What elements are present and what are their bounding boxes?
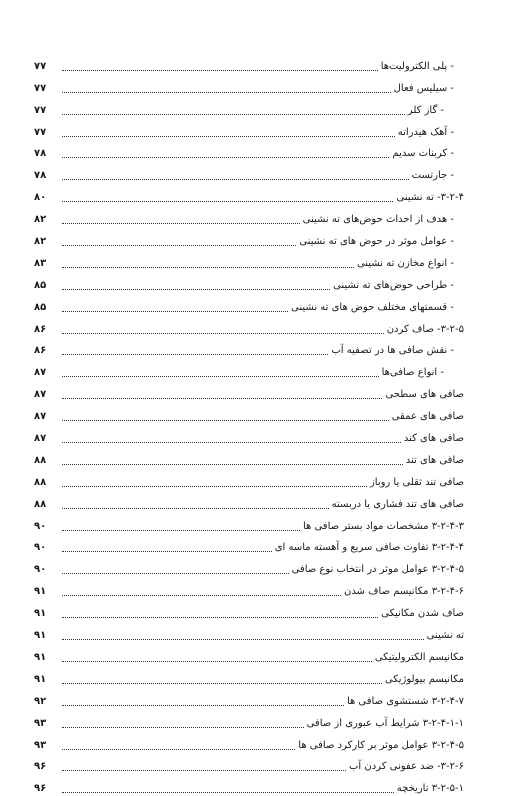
toc-entry-label: ۳-۲-۵- صاف کردن: [386, 323, 464, 335]
leader-dots: [62, 398, 382, 399]
toc-entry: [34, 424, 464, 446]
toc-page-number: ۸۷: [34, 389, 47, 401]
leader-dots: [62, 617, 378, 618]
toc-entry: [34, 380, 464, 402]
toc-page-number: ۸۸: [34, 498, 47, 510]
leader-dots: [62, 157, 389, 158]
toc-entry: [34, 315, 464, 337]
toc-page-number: ۷۷: [34, 126, 47, 138]
toc-page-number: ۹۱: [34, 586, 47, 598]
toc-page-number: ۹۳: [34, 739, 47, 751]
toc-entry: [34, 490, 464, 512]
leader-dots: [62, 179, 409, 180]
leader-dots: [62, 464, 403, 465]
toc-page-number: ۹۰: [34, 564, 47, 576]
toc-entry-label: ۳-۲-۴-۶ مکانیسم صاف شدن: [343, 586, 464, 598]
leader-dots: [62, 792, 394, 793]
leader-dots: [62, 595, 341, 596]
leader-dots: [62, 114, 405, 115]
toc-page-number: ۸۷: [34, 433, 47, 445]
toc-entry-label: مکانیسم الکترولیتیکی: [374, 651, 464, 663]
toc-page-number: ۸۶: [34, 345, 47, 357]
leader-dots: [62, 311, 288, 312]
toc-entry-label: - پلی الکترولیت‌ها: [380, 60, 454, 72]
toc-entry: [34, 512, 464, 534]
toc-entry-label: ۳-۲-۴-۵ عوامل موثر در انتخاب نوع صافی: [291, 564, 464, 576]
leader-dots: [62, 573, 289, 574]
leader-dots: [62, 245, 296, 246]
toc-entry: [34, 337, 464, 359]
toc-entry: [34, 96, 464, 118]
toc-entry: [34, 118, 464, 140]
toc-entry: [34, 402, 464, 424]
toc-entry-label: - جارتست: [411, 170, 454, 182]
toc-entry: [34, 293, 464, 315]
toc-entry: [34, 74, 464, 96]
toc-entry: [34, 534, 464, 556]
toc-entry-label: ۳-۲-۴-۴ تفاوت صافی سریع و آهسته ماسه ای: [274, 542, 464, 554]
toc-page-number: ۹۱: [34, 630, 47, 642]
toc-entry-label: مکانیسم بیولوژیکی: [384, 673, 464, 685]
toc-entry-label: - آهک هیدراته: [397, 126, 454, 138]
table-of-contents: [34, 52, 464, 796]
leader-dots: [62, 201, 393, 202]
toc-entry-label: ۳-۲-۴- ته نشینی: [396, 192, 464, 204]
leader-dots: [62, 749, 295, 750]
toc-entry: [34, 140, 464, 162]
leader-dots: [62, 136, 395, 137]
toc-entry-label: - گاز کلر: [407, 104, 444, 116]
toc-page-number: ۹۱: [34, 651, 47, 663]
toc-entry-label: - عوامل موثر در حوض های ته نشینی: [299, 236, 454, 248]
leader-dots: [62, 354, 328, 355]
toc-entry-label: ۳-۲-۵-۱ تاریخچه: [396, 783, 464, 795]
toc-page-number: ۸۸: [34, 476, 47, 488]
toc-entry-label: ۳-۲-۴-۱-۱ شرایط آب عبوری از صافی: [306, 717, 464, 729]
toc-page-number: ۹۰: [34, 542, 47, 554]
toc-entry-label: - انواع صافی‌ها: [381, 367, 444, 379]
toc-entry: [34, 643, 464, 665]
leader-dots: [62, 770, 346, 771]
toc-entry-label: صاف شدن مکانیکی: [381, 608, 464, 620]
toc-entry: [34, 665, 464, 687]
toc-entry-label: ۳-۲-۴-۳ مشخصات مواد بستر صافی ها: [302, 520, 464, 532]
toc-page-number: ۸۵: [34, 279, 47, 291]
toc-entry: [34, 687, 464, 709]
toc-page-number: ۸۲: [34, 236, 47, 248]
toc-entry: [34, 731, 464, 753]
toc-entry-label: صافی های عمقی: [391, 411, 464, 423]
toc-page-number: ۷۷: [34, 82, 47, 94]
toc-entry: [34, 227, 464, 249]
toc-entry-label: صافی های تند: [405, 454, 464, 466]
toc-entry: [34, 774, 464, 796]
toc-page-number: ۹۶: [34, 783, 47, 795]
toc-page-number: ۹۰: [34, 520, 47, 532]
toc-page-number: ۷۷: [34, 60, 47, 72]
toc-entry-label: صافی های سطحی: [385, 389, 464, 401]
toc-entry-label: - نقش صافی ها در تصفیه آب: [331, 345, 454, 357]
toc-page-number: ۸۰: [34, 192, 47, 204]
toc-page-number: ۸۷: [34, 411, 47, 423]
leader-dots: [62, 70, 378, 71]
toc-page-number: ۷۸: [34, 170, 47, 182]
toc-page-number: ۹۳: [34, 717, 47, 729]
toc-entry: [34, 753, 464, 775]
leader-dots: [62, 376, 379, 377]
toc-page-number: ۷۸: [34, 148, 47, 160]
toc-entry-label: - قسمتهای مختلف حوض های ته نشینی: [291, 301, 454, 313]
toc-page-number: ۸۲: [34, 214, 47, 226]
toc-page-number: ۹۲: [34, 695, 47, 707]
leader-dots: [62, 683, 382, 684]
toc-page-number: ۸۷: [34, 367, 47, 379]
toc-page-number: ۸۵: [34, 301, 47, 313]
leader-dots: [62, 267, 354, 268]
leader-dots: [62, 727, 304, 728]
leader-dots: [62, 508, 329, 509]
toc-entry-label: - کربنات سدیم: [392, 148, 454, 160]
leader-dots: [62, 420, 389, 421]
toc-entry: [34, 709, 464, 731]
toc-entry-label: ۳-۲-۴-۵ عوامل موثر بر کارکرد صافی ها: [298, 739, 464, 751]
toc-page-number: ۹۶: [34, 761, 47, 773]
toc-entry-label: - طراحی حوض‌های ته نشینی: [333, 279, 454, 291]
toc-entry: [34, 468, 464, 490]
toc-entry: [34, 446, 464, 468]
toc-entry: [34, 205, 464, 227]
toc-entry: [34, 271, 464, 293]
toc-entry-label: صافی های تند فشاری یا دربسته: [331, 498, 464, 510]
leader-dots: [62, 661, 372, 662]
leader-dots: [62, 639, 424, 640]
toc-entry-label: ۳-۲-۴-۷ شستشوی صافی ها: [346, 695, 464, 707]
leader-dots: [62, 223, 300, 224]
toc-entry-label: صافی های کند: [403, 433, 464, 445]
leader-dots: [62, 92, 391, 93]
toc-entry: [34, 249, 464, 271]
toc-page-number: ۹۱: [34, 608, 47, 620]
toc-entry-label: - هدف از احداث حوض‌های ته نشینی: [302, 214, 454, 226]
toc-entry-label: - انواع مخازن ته نشینی: [356, 257, 454, 269]
leader-dots: [62, 289, 330, 290]
leader-dots: [62, 705, 344, 706]
toc-entry: [34, 183, 464, 205]
toc-page-number: ۸۶: [34, 323, 47, 335]
toc-entry: [34, 555, 464, 577]
toc-entry: [34, 599, 464, 621]
toc-entry-label: ته نشینی: [426, 630, 464, 642]
toc-entry: [34, 577, 464, 599]
toc-entry-label: - سیلیس فعال: [393, 82, 454, 94]
leader-dots: [62, 486, 367, 487]
toc-entry: [34, 161, 464, 183]
leader-dots: [62, 530, 300, 531]
toc-entry-label: صافی تند ثقلی یا روباز: [369, 476, 464, 488]
leader-dots: [62, 442, 401, 443]
leader-dots: [62, 551, 272, 552]
toc-entry-label: ۳-۲-۶- ضد عفونی کردن آب: [349, 761, 464, 773]
toc-page-number: ۸۳: [34, 257, 47, 269]
toc-entry: [34, 52, 464, 74]
leader-dots: [62, 333, 384, 334]
toc-page-number: ۸۸: [34, 454, 47, 466]
toc-page-number: ۷۷: [34, 104, 47, 116]
toc-entry: [34, 621, 464, 643]
toc-entry: [34, 358, 464, 380]
toc-page-number: ۹۱: [34, 673, 47, 685]
